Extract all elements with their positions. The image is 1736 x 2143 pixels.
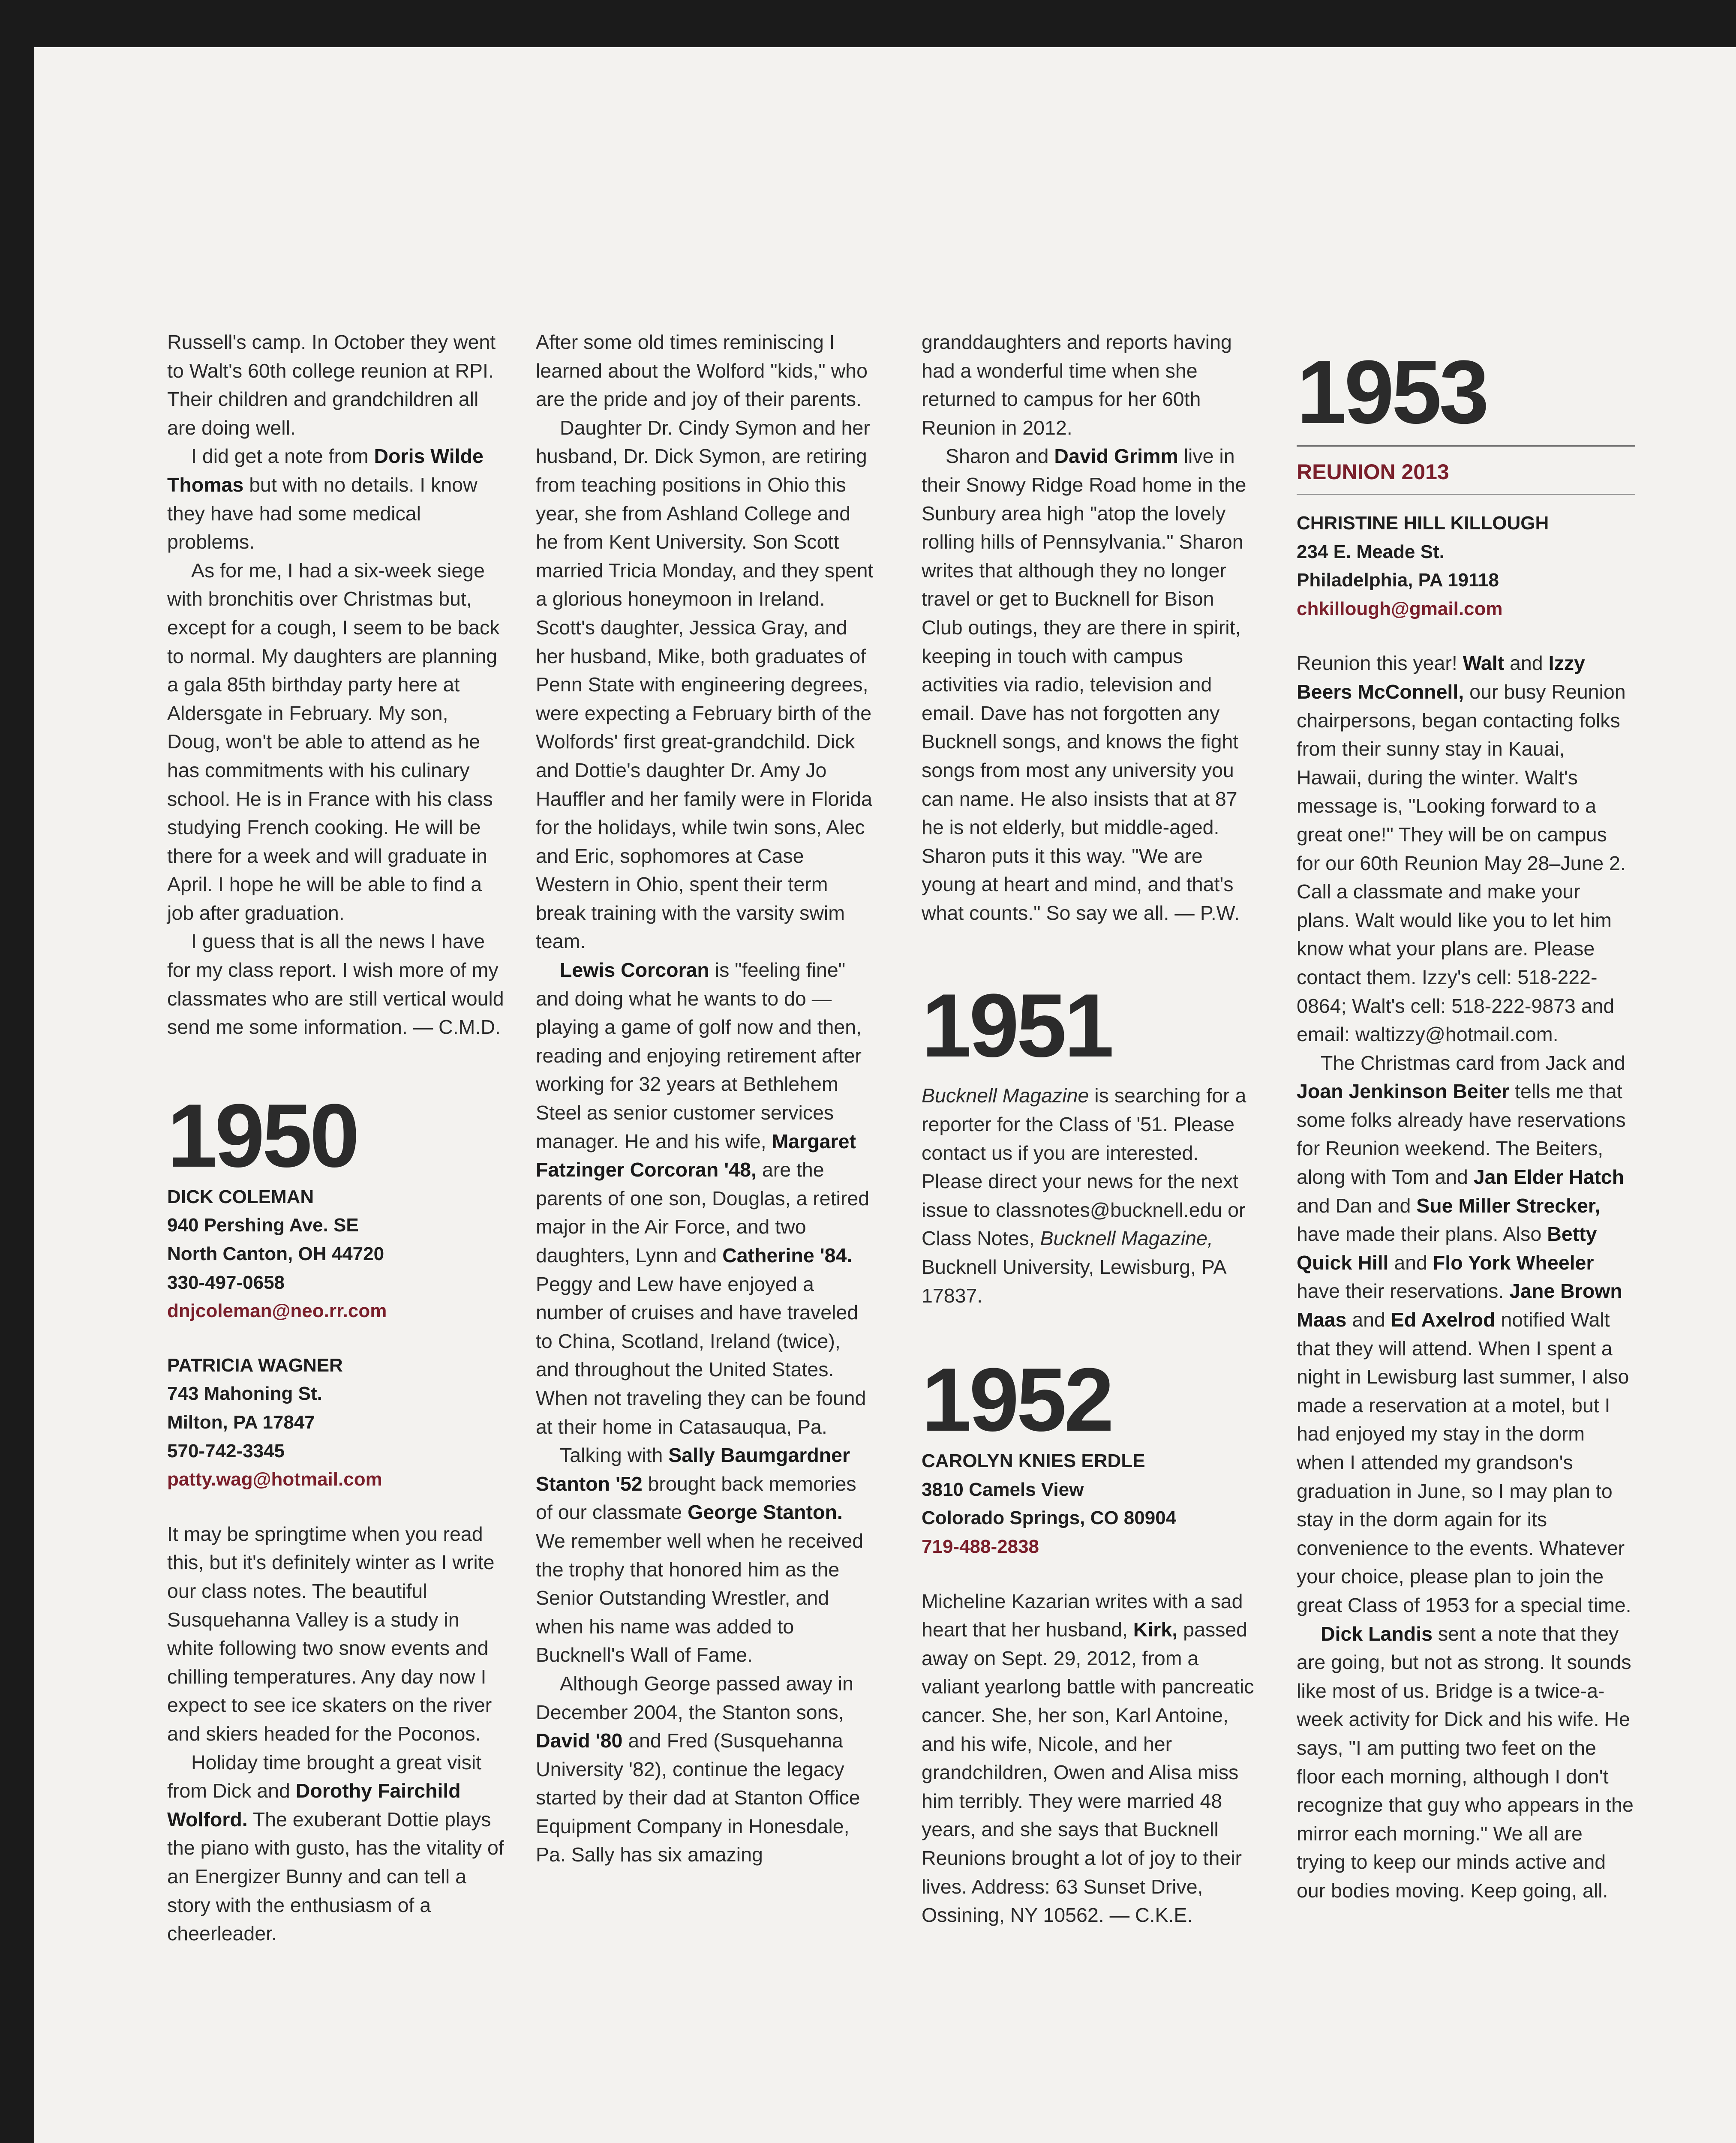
- class-year-heading: 1950: [167, 1085, 357, 1186]
- paragraph: Dick Landis sent a note that they are going, but not as strong. It sounds like most of us. Bridge is a twice-a-week activity for Dick and his wife. He says, "I am putting two feet on the floor each morning, although I don't recognize that guy who appears in the mirror each morning." We all are trying to keep our minds active and our bodies moving. Keep going, all.: [1297, 1622, 1634, 1902]
- class-correspondent: PATRICIA WAGNER 743 Mahoning St. Milton, PA 17847 570-742-3345 patty.wag@hotmail.com: [167, 1351, 506, 1494]
- paragraph: Russell's camp. In October they went to Walt's 60th college reunion at RPI. Their children and grandchildren all are doing well.: [167, 331, 496, 439]
- class-correspondent: CAROLYN KNIES ERDLE 3810 Camels View Colorado Springs, CO 80904 719-488-2838: [922, 1447, 1260, 1561]
- paragraph: Daughter Dr. Cindy Symon and her husband, Dr. Dick Symon, are retiring from teaching positions in Ohio this year, she from Ashland College and he from Kent University. Son Scott married Tricia Monday, and they spent a glorious honeymoon in Ireland. Scott's daughter, Jessica Gray, and her husband, Mike, both graduates of Penn State with engineering degrees, were expecting a February birth of the Wolfords' first great-grandchild. Dick and Dottie's daughter Dr. Amy Jo Hauffler and her family were in Florida for the holidays, while twin sons, Alec and Eric, sophomores at Case Western in Ohio, spent their term break training with the varsity swim team.: [536, 416, 874, 953]
- paragraph: I did get a note from Doris Wilde Thomas but with no details. I know they have had some medical problems.: [167, 445, 484, 553]
- paragraph: It may be springtime when you read this, but it's definitely winter as I write our class notes. The beautiful Susquehanna Valley is a study in white following two snow events and chilling temperatures. Any day now I expect to see ice skaters on the river and skiers headed for the Poconos.: [167, 1522, 495, 1745]
- paragraph: Sharon and David Grimm live in their Snowy Ridge Road home in the Sunbury area high "atop the lovely rolling hills of Pennsylvania." Sharon writes that although they no longer travel or get to Bucknell for Bison Club outings, they are there in spirit, keeping in touch with campus activities via radio, television and email. Dave has not forgotten any Bucknell songs, and knows the fight songs from most any university you can name. He also insists that at 87 he is not elderly, but middle-aged. Sharon puts it this way. "We are young at heart and mind, and that's what counts." So say we all. — P.W.: [922, 445, 1246, 924]
- column-2: [536, 328, 874, 1869]
- email-link[interactable]: chkillough@gmail.com: [1297, 598, 1503, 619]
- class-correspondent: DICK COLEMAN 940 Pershing Ave. SE North Canton, OH 44720 330-497-0658 dnjcoleman@neo.rr.com: [167, 1183, 506, 1326]
- class-year-heading: 1952: [922, 1349, 1112, 1450]
- phone-number: 719-488-2838: [922, 1536, 1039, 1557]
- paragraph: As for me, I had a six-week siege with bronchitis over Christmas but, except for a cough, I seem to be back to normal. My daughters are planning a gala 85th birthday party here at Aldersgate in February. My son, Doug, won't be able to attend as he has commitments with his culinary school. He is in France with his class studying French cooking. He will be there for a week and will graduate in April. I hope he will be able to find a job after graduation.: [167, 559, 500, 924]
- paragraph: Lewis Corcoran is "feeling fine" and doing what he wants to do — playing a game of golf now and then, reading and enjoying retirement after working for 32 years at Bethlehem Steel as senior customer services manager. He and his wife, Margaret Fatzinger Corcoran '48, are the parents of one son, Douglas, a retired major in the Air Force, and two daughters, Lynn and Catherine '84. Peggy and Lew have enjoyed a number of cruises and have traveled to China, Scotland, Ireland (twice), and throughout the United States. When not traveling they can be found at their home in Catasauqua, Pa.: [536, 959, 870, 1438]
- email-link[interactable]: patty.wag@hotmail.com: [167, 1469, 382, 1490]
- paragraph: I guess that is all the news I have for my class report. I wish more of my classmates who are still vertical would send me some information. — C.M.D.: [167, 930, 504, 1038]
- paragraph: After some old times reminiscing I learned about the Wolford "kids," who are the pride and joy of their parents.: [536, 331, 868, 411]
- paragraph: Micheline Kazarian writes with a sad heart that her husband, Kirk, passed away on Sept. 29, 2012, from a valiant yearlong battle with pancreatic cancer. She, her son, Karl Antoine, and his wife, Nicole, and her grandchildren, Owen and Alisa miss him terribly. They were married 48 years, and she says that Bucknell Reunions brought a lot of joy to their lives. Address: 63 Sunset Drive, Ossining, NY 10562. — C.K.E.: [922, 1590, 1254, 1927]
- class-year-heading: 1953: [1297, 342, 1487, 442]
- paragraph: Although George passed away in December 2004, the Stanton sons, David '80 and Fred (Susquehanna University '82), continue the legacy started by their dad at Stanton Office Equipment Company in Honesdale, Pa. Sally has six amazing: [536, 1672, 860, 1866]
- paragraph: Holiday time brought a great visit from Dick and Dorothy Fairchild Wolford. The exuberant Dottie plays the piano with gusto, has the vitality of an Energizer Bunny and can tell a story with the enthusiasm of a cheerleader.: [167, 1751, 504, 1945]
- class-year-heading: 1951: [922, 975, 1112, 1076]
- class-correspondent: CHRISTINE HILL KILLOUGH 234 E. Meade St. Philadelphia, PA 19118 chkillough@gmail.com: [1297, 509, 1635, 623]
- column-4: [1297, 306, 1635, 1905]
- paragraph: Reunion this year! Walt and Izzy Beers McConnell, our busy Reunion chairpersons, began contacting folks from their sunny stay in Kauai, Hawaii, during the winter. Walt's message is, "Looking forward to a great one!" They will be on campus for our 60th Reunion May 28–June 2. Call a classmate and make your plans. Walt would like you to let him know what your plans are. Please contact them. Izzy's cell: 518-222-0864; Walt's cell: 518-222-9873 and email: waltizzy@hotmail.com.: [1297, 652, 1626, 1046]
- paragraph: Talking with Sally Baumgardner Stanton '52 brought back memories of our classmate George Stanton. We remember well when he received the trophy that honored him as the Senior Outstanding Wrestler, and when his name was added to Bucknell's Wall of Fame.: [536, 1444, 864, 1666]
- paragraph: The Christmas card from Jack and Joan Jenkinson Beiter tells me that some folks already have reservations for Reunion weekend. The Beiters, along with Tom and Jan Elder Hatch and Dan and Sue Miller Strecker, have made their plans. Also Betty Quick Hill and Flo York Wheeler have their reservations. Jane Brown Maas and Ed Axelrod notified Walt that they will attend. When I spent a night in Lewisburg last summer, I also made a reservation at a motel, but I had enjoyed my stay in the dorm when I attended my grandson's graduation in June, so I may plan to stay in the dorm again for its convenience to the events. Whatever your choice, please plan to join the great Class of 1953 for a special time.: [1297, 1051, 1631, 1616]
- paragraph: Bucknell Magazine is searching for a reporter for the Class of '51. Please contact us if you are interested. Please direct your news for the next issue to classnotes@bucknell.edu or Class Notes, Bucknell Magazine, Bucknell University, Lewisburg, PA 17837.: [922, 1084, 1246, 1307]
- reunion-label: REUNION 2013: [1297, 460, 1449, 484]
- column-1: [167, 328, 506, 1948]
- email-link[interactable]: dnjcoleman@neo.rr.com: [167, 1300, 387, 1322]
- divider: [1297, 445, 1635, 447]
- paragraph: granddaughters and reports having had a wonderful time when she returned to campus for her 60th Reunion in 2012.: [922, 331, 1232, 439]
- divider: [1297, 494, 1635, 495]
- column-3: [922, 328, 1260, 1930]
